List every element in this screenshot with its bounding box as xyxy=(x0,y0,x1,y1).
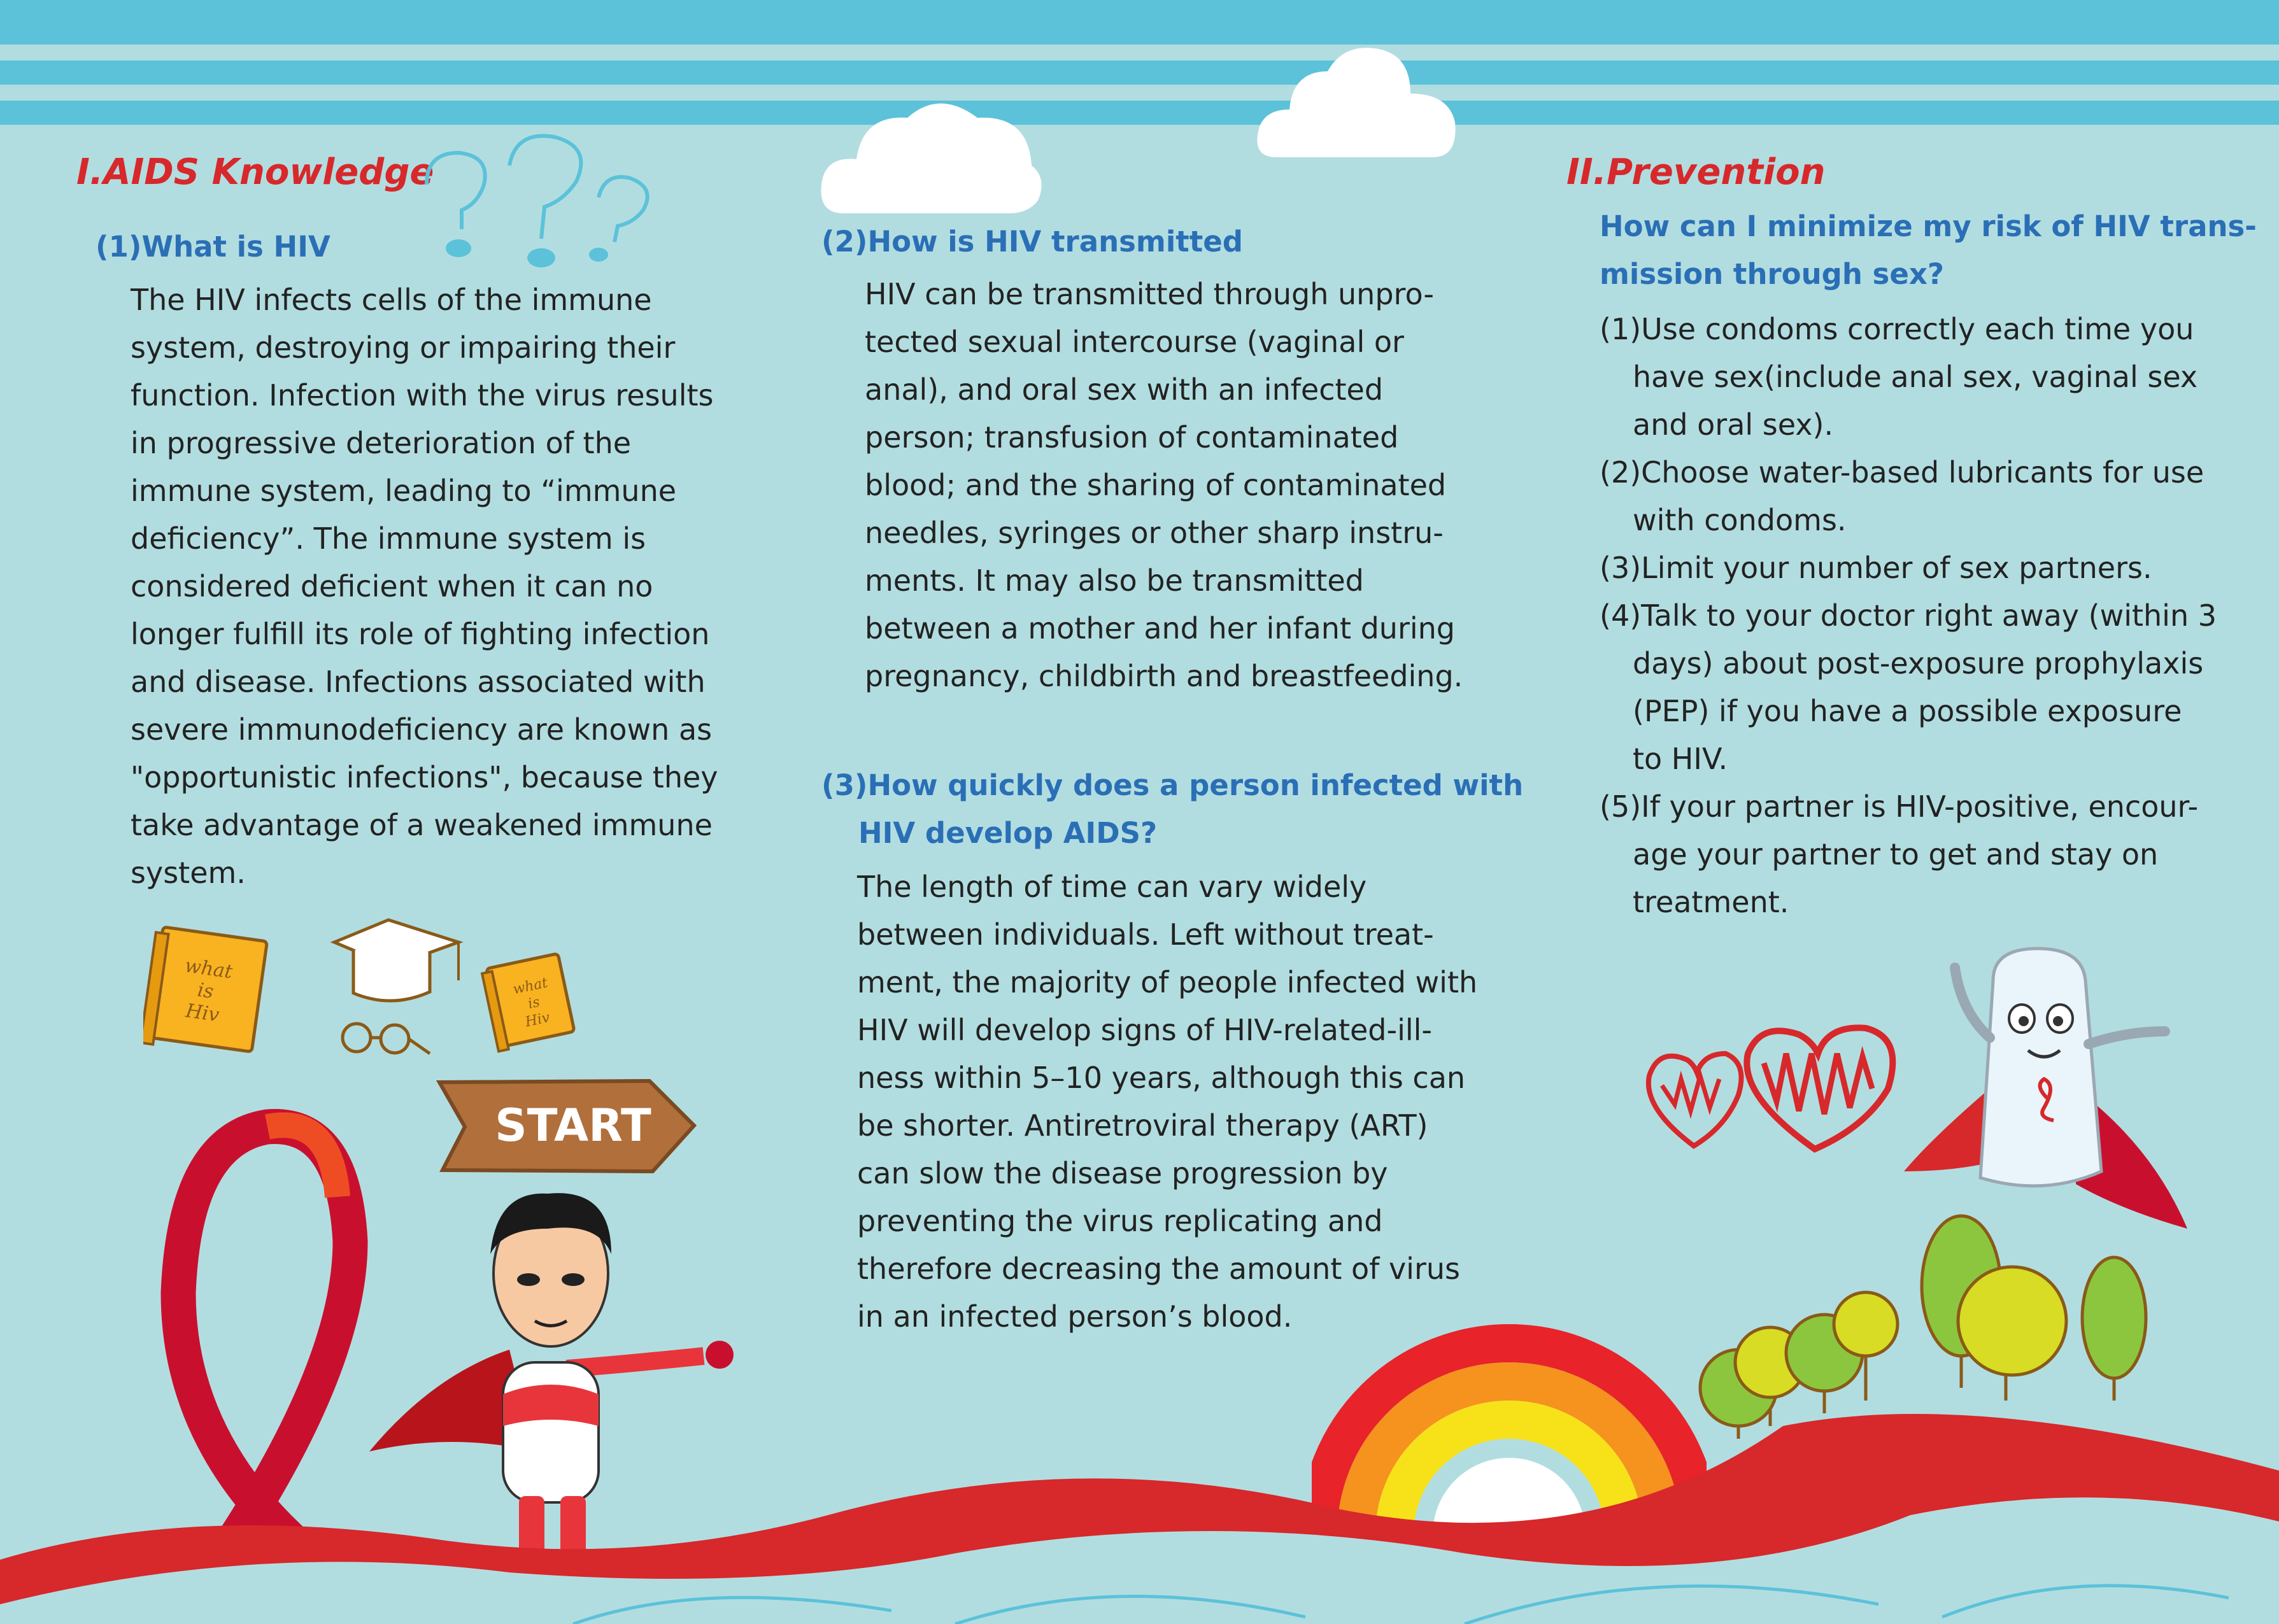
q1-body xyxy=(131,276,723,897)
prevention-question-line1: How can I minimize my risk of HIV trans- xyxy=(1600,209,2257,243)
ground-wave xyxy=(0,1350,2279,1624)
condom-mascot-icon xyxy=(1898,942,2197,1248)
prevention-item xyxy=(1600,306,2236,449)
stripe-1 xyxy=(0,0,2279,45)
q3-heading-line1: (3)How quickly does a person infected with xyxy=(821,768,1524,802)
q3-heading xyxy=(821,761,1523,857)
start-sign-label: START xyxy=(495,1099,651,1152)
prevention-item-text: (3)Limit your number of sex partners. xyxy=(1600,551,2152,585)
prevention-item-text: with condoms. xyxy=(1633,503,1847,537)
prevention-item xyxy=(1600,544,2236,592)
q3-body xyxy=(857,863,1481,1341)
stripe-2 xyxy=(0,60,2279,85)
q1-heading: (1)What is HIV xyxy=(96,230,330,264)
svg-text:Hiv: Hiv xyxy=(523,1009,551,1031)
prevention-item-text: to HIV. xyxy=(1633,742,1728,776)
q1-line: immune system, leading to “immune xyxy=(131,474,677,508)
q1-line: system. xyxy=(131,856,246,890)
q2-heading: (2)How is HIV transmitted xyxy=(821,225,1243,258)
books-cap-glasses-icon xyxy=(143,917,589,1070)
q1-line: deficiency”. The immune system is xyxy=(131,521,646,556)
sky-stripes xyxy=(0,0,2279,127)
q2-body xyxy=(865,271,1470,700)
q3-line: The length of time can vary widely xyxy=(857,870,1367,904)
q3-heading-line2: HIV develop AIDS? xyxy=(858,816,1158,850)
prevention-item-text: have sex(include anal sex, vaginal sex xyxy=(1633,360,2198,394)
stripe-3 xyxy=(0,101,2279,125)
q2-line: anal), and oral sex with an infected xyxy=(865,372,1384,407)
prevention-item-text: (2)Choose water-based lubricants for use xyxy=(1600,455,2204,490)
q1-line: "opportunistic infections", because they xyxy=(131,760,718,794)
prevention-list xyxy=(1600,306,2236,926)
q2-line: person; transfusion of contaminated xyxy=(865,420,1399,455)
prevention-item xyxy=(1600,592,2236,783)
q1-line: severe immunodeficiency are known as xyxy=(131,712,713,747)
book-label: what xyxy=(183,954,234,984)
q2-line: needles, syringes or other sharp instru- xyxy=(865,516,1444,550)
prevention-item-text: treatment. xyxy=(1633,885,1789,919)
prevention-item-text: (PEP) if you have a possible exposure xyxy=(1633,694,2182,728)
prevention-question xyxy=(1600,202,2257,298)
q1-line: The HIV infects cells of the immune xyxy=(131,283,652,317)
prevention-item xyxy=(1600,449,2236,544)
svg-text:is: is xyxy=(526,994,542,1012)
section-title-prevention: II.Prevention xyxy=(1566,152,1826,193)
q1-line: and disease. Infections associated with xyxy=(131,665,706,699)
q2-line: HIV can be transmitted through unpro- xyxy=(865,277,1435,311)
hearts-icon xyxy=(1643,1019,1923,1159)
cloud-icon xyxy=(1254,39,1458,160)
q2-line: pregnancy, childbirth and breastfeeding. xyxy=(865,659,1463,693)
question-marks-icon xyxy=(414,127,669,274)
q1-line: considered deficient when it can no xyxy=(131,569,653,604)
prevention-item-text: (1)Use condoms correctly each time you xyxy=(1600,312,2194,346)
q1-line: take advantage of a weakened immune xyxy=(131,808,713,842)
prevention-item-text: days) about post-exposure prophylaxis xyxy=(1633,646,2204,681)
prevention-item-text: and oral sex). xyxy=(1633,407,1834,442)
q3-line: ment, the majority of people infected with xyxy=(857,965,1478,999)
q3-line: between individuals. Left without treat- xyxy=(857,917,1434,952)
q2-line: blood; and the sharing of contaminated xyxy=(865,468,1447,502)
prevention-question-line2: mission through sex? xyxy=(1600,257,1944,291)
q3-line: HIV will develop signs of HIV-related-ill- xyxy=(857,1013,1433,1047)
svg-text:is: is xyxy=(195,978,215,1003)
svg-text:Hiv: Hiv xyxy=(184,999,221,1027)
q2-line: between a mother and her infant during xyxy=(865,611,1456,646)
q3-line: can slow the disease progression by xyxy=(857,1156,1388,1190)
q1-line: function. Infection with the virus results xyxy=(131,378,714,413)
prevention-item-text: age your partner to get and stay on xyxy=(1633,837,2159,872)
q2-line: ments. It may also be transmitted xyxy=(865,563,1364,598)
section-title-aids-knowledge: I.AIDS Knowledge xyxy=(76,152,434,193)
q3-line: ness within 5–10 years, although this can xyxy=(857,1061,1466,1095)
cloud-icon xyxy=(818,76,1047,216)
q3-line: preventing the virus replicating and xyxy=(857,1204,1383,1238)
prevention-item-text: (5)If your partner is HIV-positive, encour- xyxy=(1600,789,2199,824)
q1-line: system, destroying or impairing their xyxy=(131,330,676,365)
q2-line: tected sexual intercourse (vaginal or xyxy=(865,325,1404,359)
q3-line: be shorter. Antiretroviral therapy (ART) xyxy=(857,1108,1428,1143)
prevention-item-text: (4)Talk to your doctor right away (within 3 xyxy=(1600,598,2217,633)
q1-line: in progressive deterioration of the xyxy=(131,426,632,460)
q3-line: therefore decreasing the amount of virus xyxy=(857,1252,1460,1286)
prevention-item xyxy=(1600,783,2236,926)
svg-text:what: what xyxy=(511,975,550,998)
q3-line: in an infected person’s blood. xyxy=(857,1299,1293,1334)
q1-line: longer fulfill its role of fighting infection xyxy=(131,617,710,651)
